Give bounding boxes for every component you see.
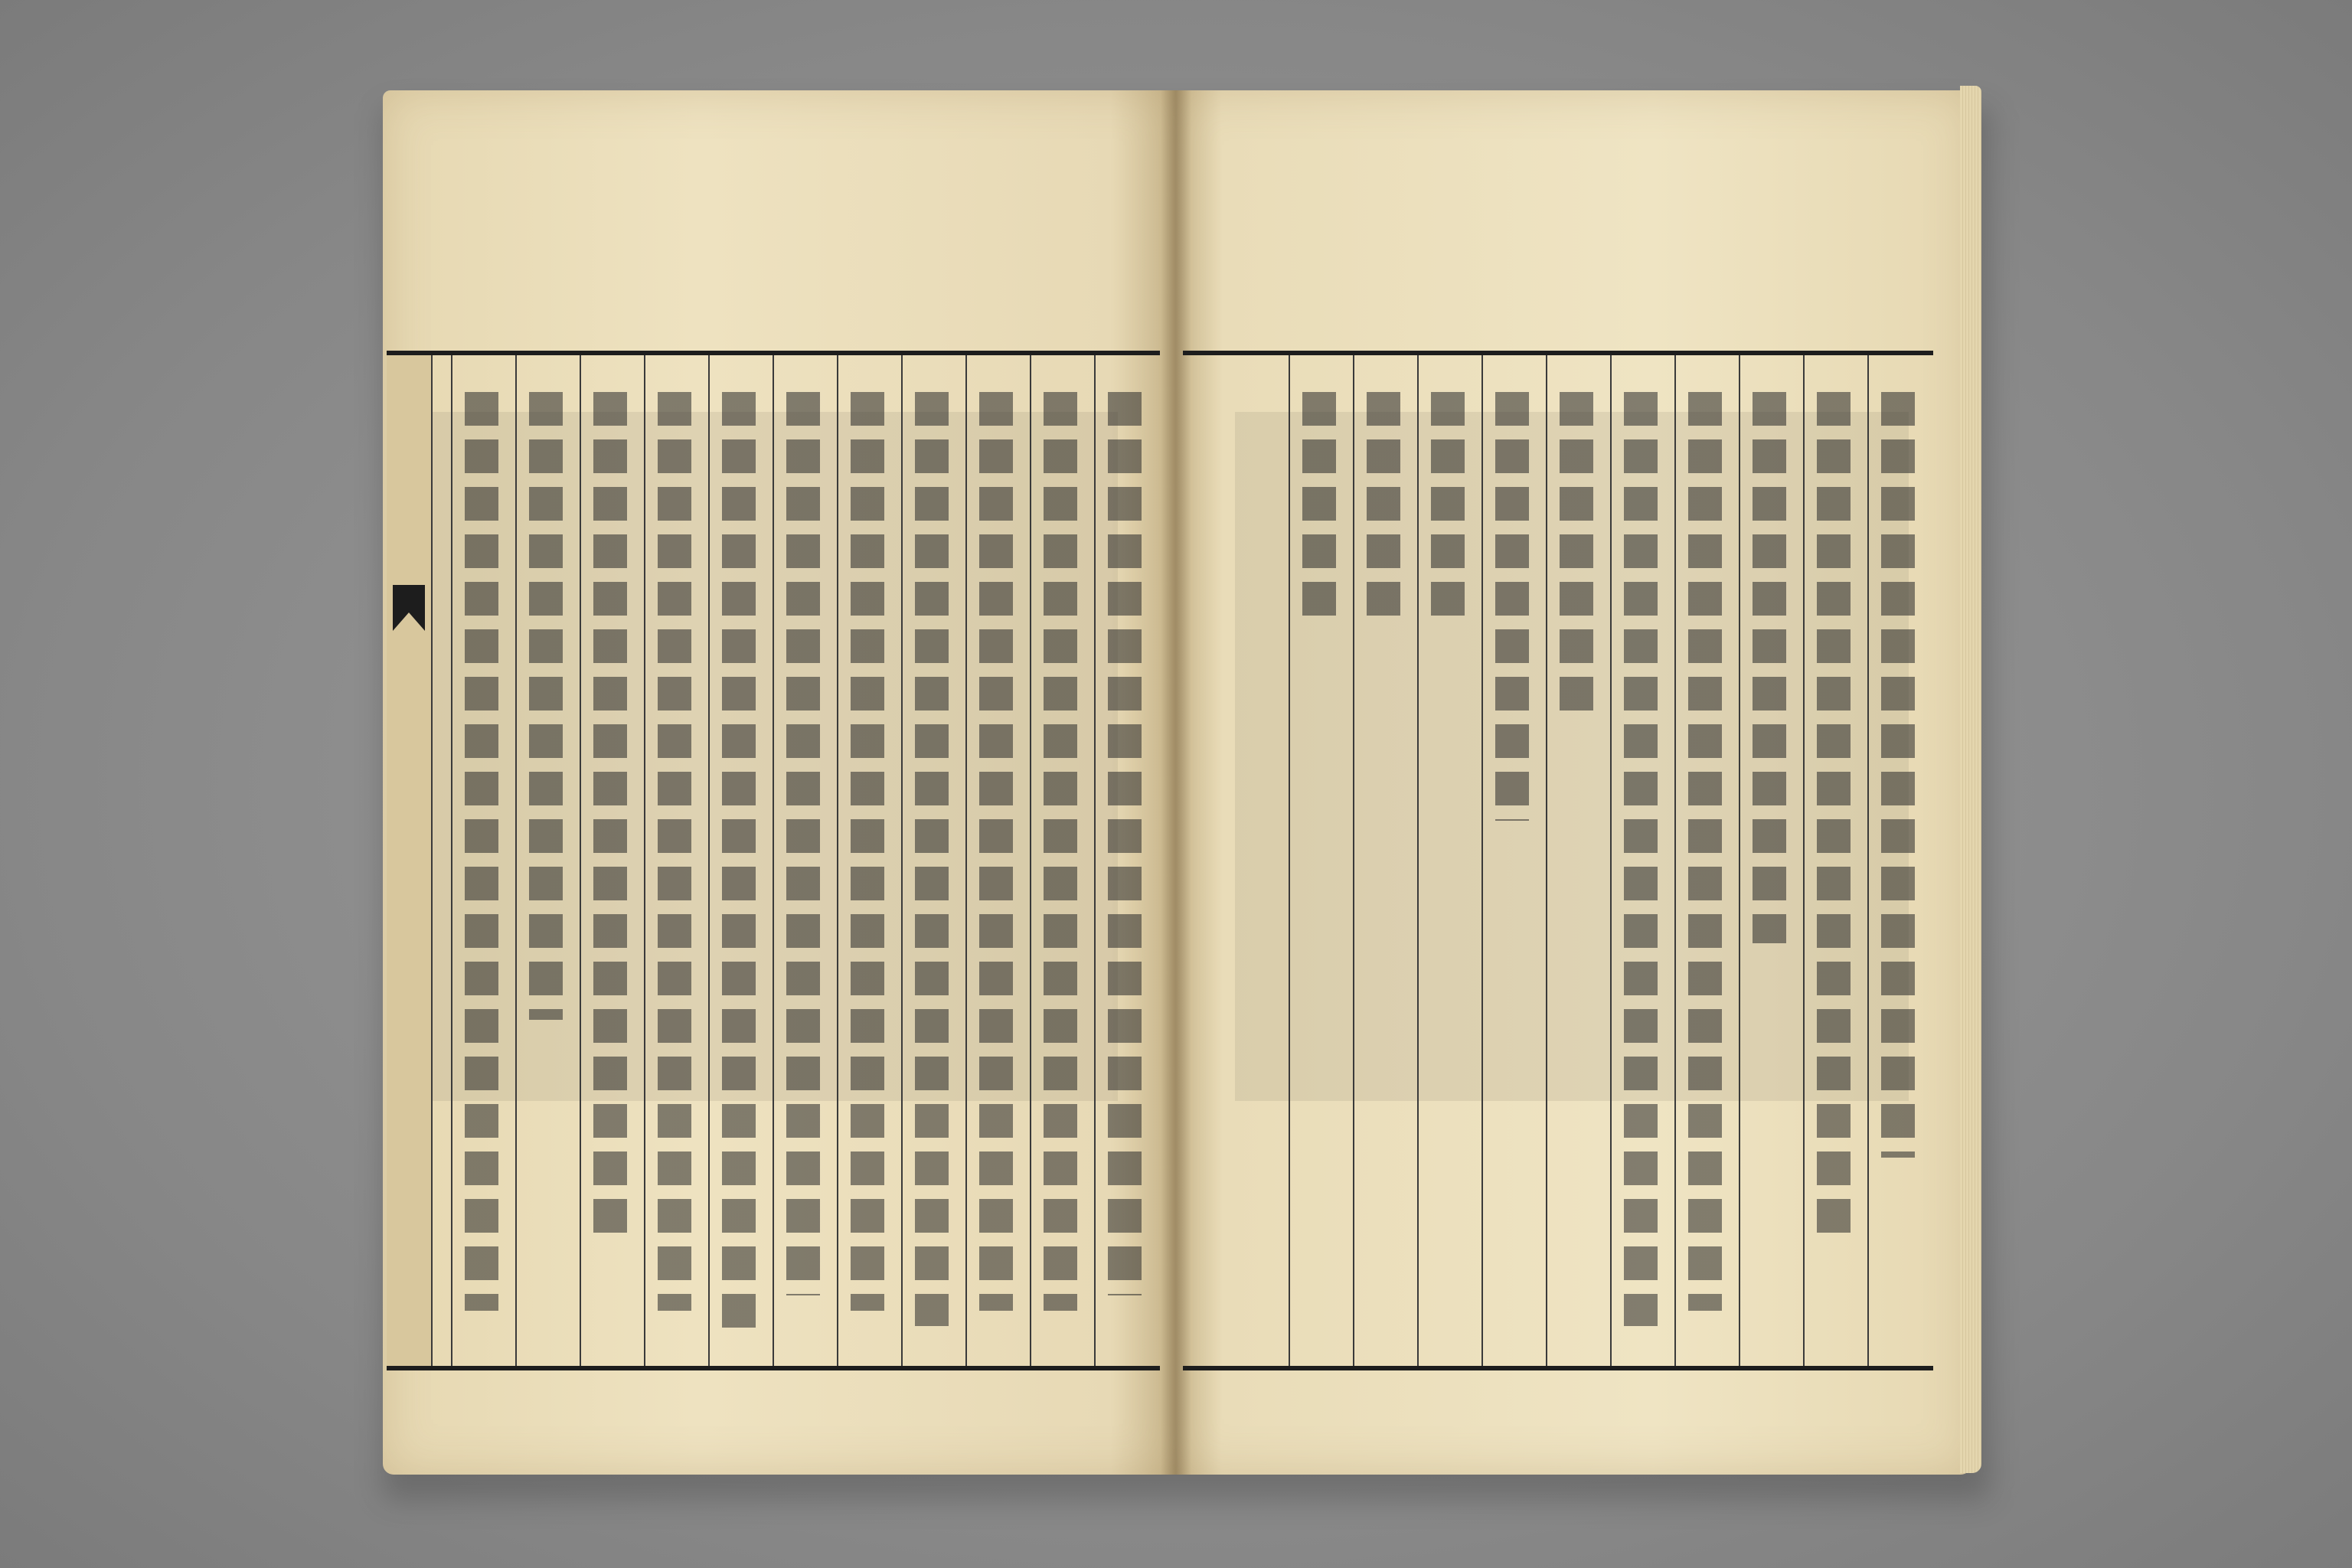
right-page-printed-characters [1688,392,1722,1311]
left-page-column-rule [1030,355,1031,1366]
right-page-printed-characters [1560,392,1593,714]
left-page-column-rule [901,355,903,1366]
right-page-column-rule [1417,355,1419,1366]
left-page-printed-characters [786,392,820,1295]
left-page-printed-characters [979,392,1013,1311]
left-page-text-column [454,369,511,1352]
left-page-printed-characters [593,392,627,1234]
right-page-text-column [1742,369,1798,1352]
right-print-frame [1183,351,1933,1370]
right-page-column-rule [1353,355,1354,1366]
right-page-column-rule [1867,355,1869,1366]
left-page-text-column [647,369,704,1352]
left-page-printed-characters [722,392,756,1341]
right-page-column-rule [1289,355,1290,1366]
right-page-printed-characters [1624,392,1658,1326]
left-page-printed-characters [1108,392,1142,1295]
left-page-text-column [518,369,575,1352]
fishtail-mark-icon [393,585,425,631]
right-page-column-rule [1739,355,1740,1366]
left-page-printed-characters [658,392,691,1311]
right-page-text-column [1292,369,1348,1352]
left-page-text-column [776,369,832,1352]
left-page-column-rule [580,355,581,1366]
left-page-printed-characters [851,392,884,1311]
left-page-text-column [969,369,1025,1352]
right-page-column-rule [1546,355,1547,1366]
left-page-column-rule [644,355,645,1366]
right-page-text-column [1356,369,1413,1352]
right-page-column-rule [1674,355,1676,1366]
left-page-text-column [583,369,639,1352]
left-page-column-rule [1094,355,1096,1366]
left-page-text-column [1033,369,1089,1352]
right-page-column-rule [1481,355,1483,1366]
right-page-printed-characters [1753,392,1786,943]
left-page-column-rule [837,355,838,1366]
left-page-text-column [1097,369,1154,1352]
right-page-text-column [1549,369,1606,1352]
left-page-text-column [840,369,897,1352]
right-page-text-column [1806,369,1863,1352]
left-fold-strip [387,355,433,1366]
right-page-printed-characters [1302,392,1336,622]
right-page-printed-characters [1431,392,1465,622]
right-page-column-rule [1803,355,1805,1366]
right-page-printed-characters [1495,392,1529,821]
right-page-text-column [1485,369,1541,1352]
left-page-text-column [904,369,961,1352]
left-page-printed-characters [1044,392,1077,1311]
right-page-column-rule [1610,355,1612,1366]
left-print-frame [387,351,1160,1370]
left-page-printed-characters [915,392,949,1326]
left-page-column-rule [965,355,967,1366]
left-page-column-rule [773,355,774,1366]
right-page-printed-characters [1817,392,1851,1234]
right-page-printed-characters [1881,392,1915,1158]
left-page-printed-characters [529,392,563,1020]
right-page-text-column [1420,369,1477,1352]
left-page-printed-characters [465,392,498,1311]
right-page-text-column [1613,369,1670,1352]
left-page-column-rule [451,355,452,1366]
right-page-printed-characters [1367,392,1400,622]
right-page-text-column [1870,369,1927,1352]
right-page-text-column [1677,369,1734,1352]
left-page-column-rule [708,355,710,1366]
left-page-text-column [711,369,768,1352]
page-edges [1960,86,1981,1473]
left-page-column-rule [515,355,517,1366]
